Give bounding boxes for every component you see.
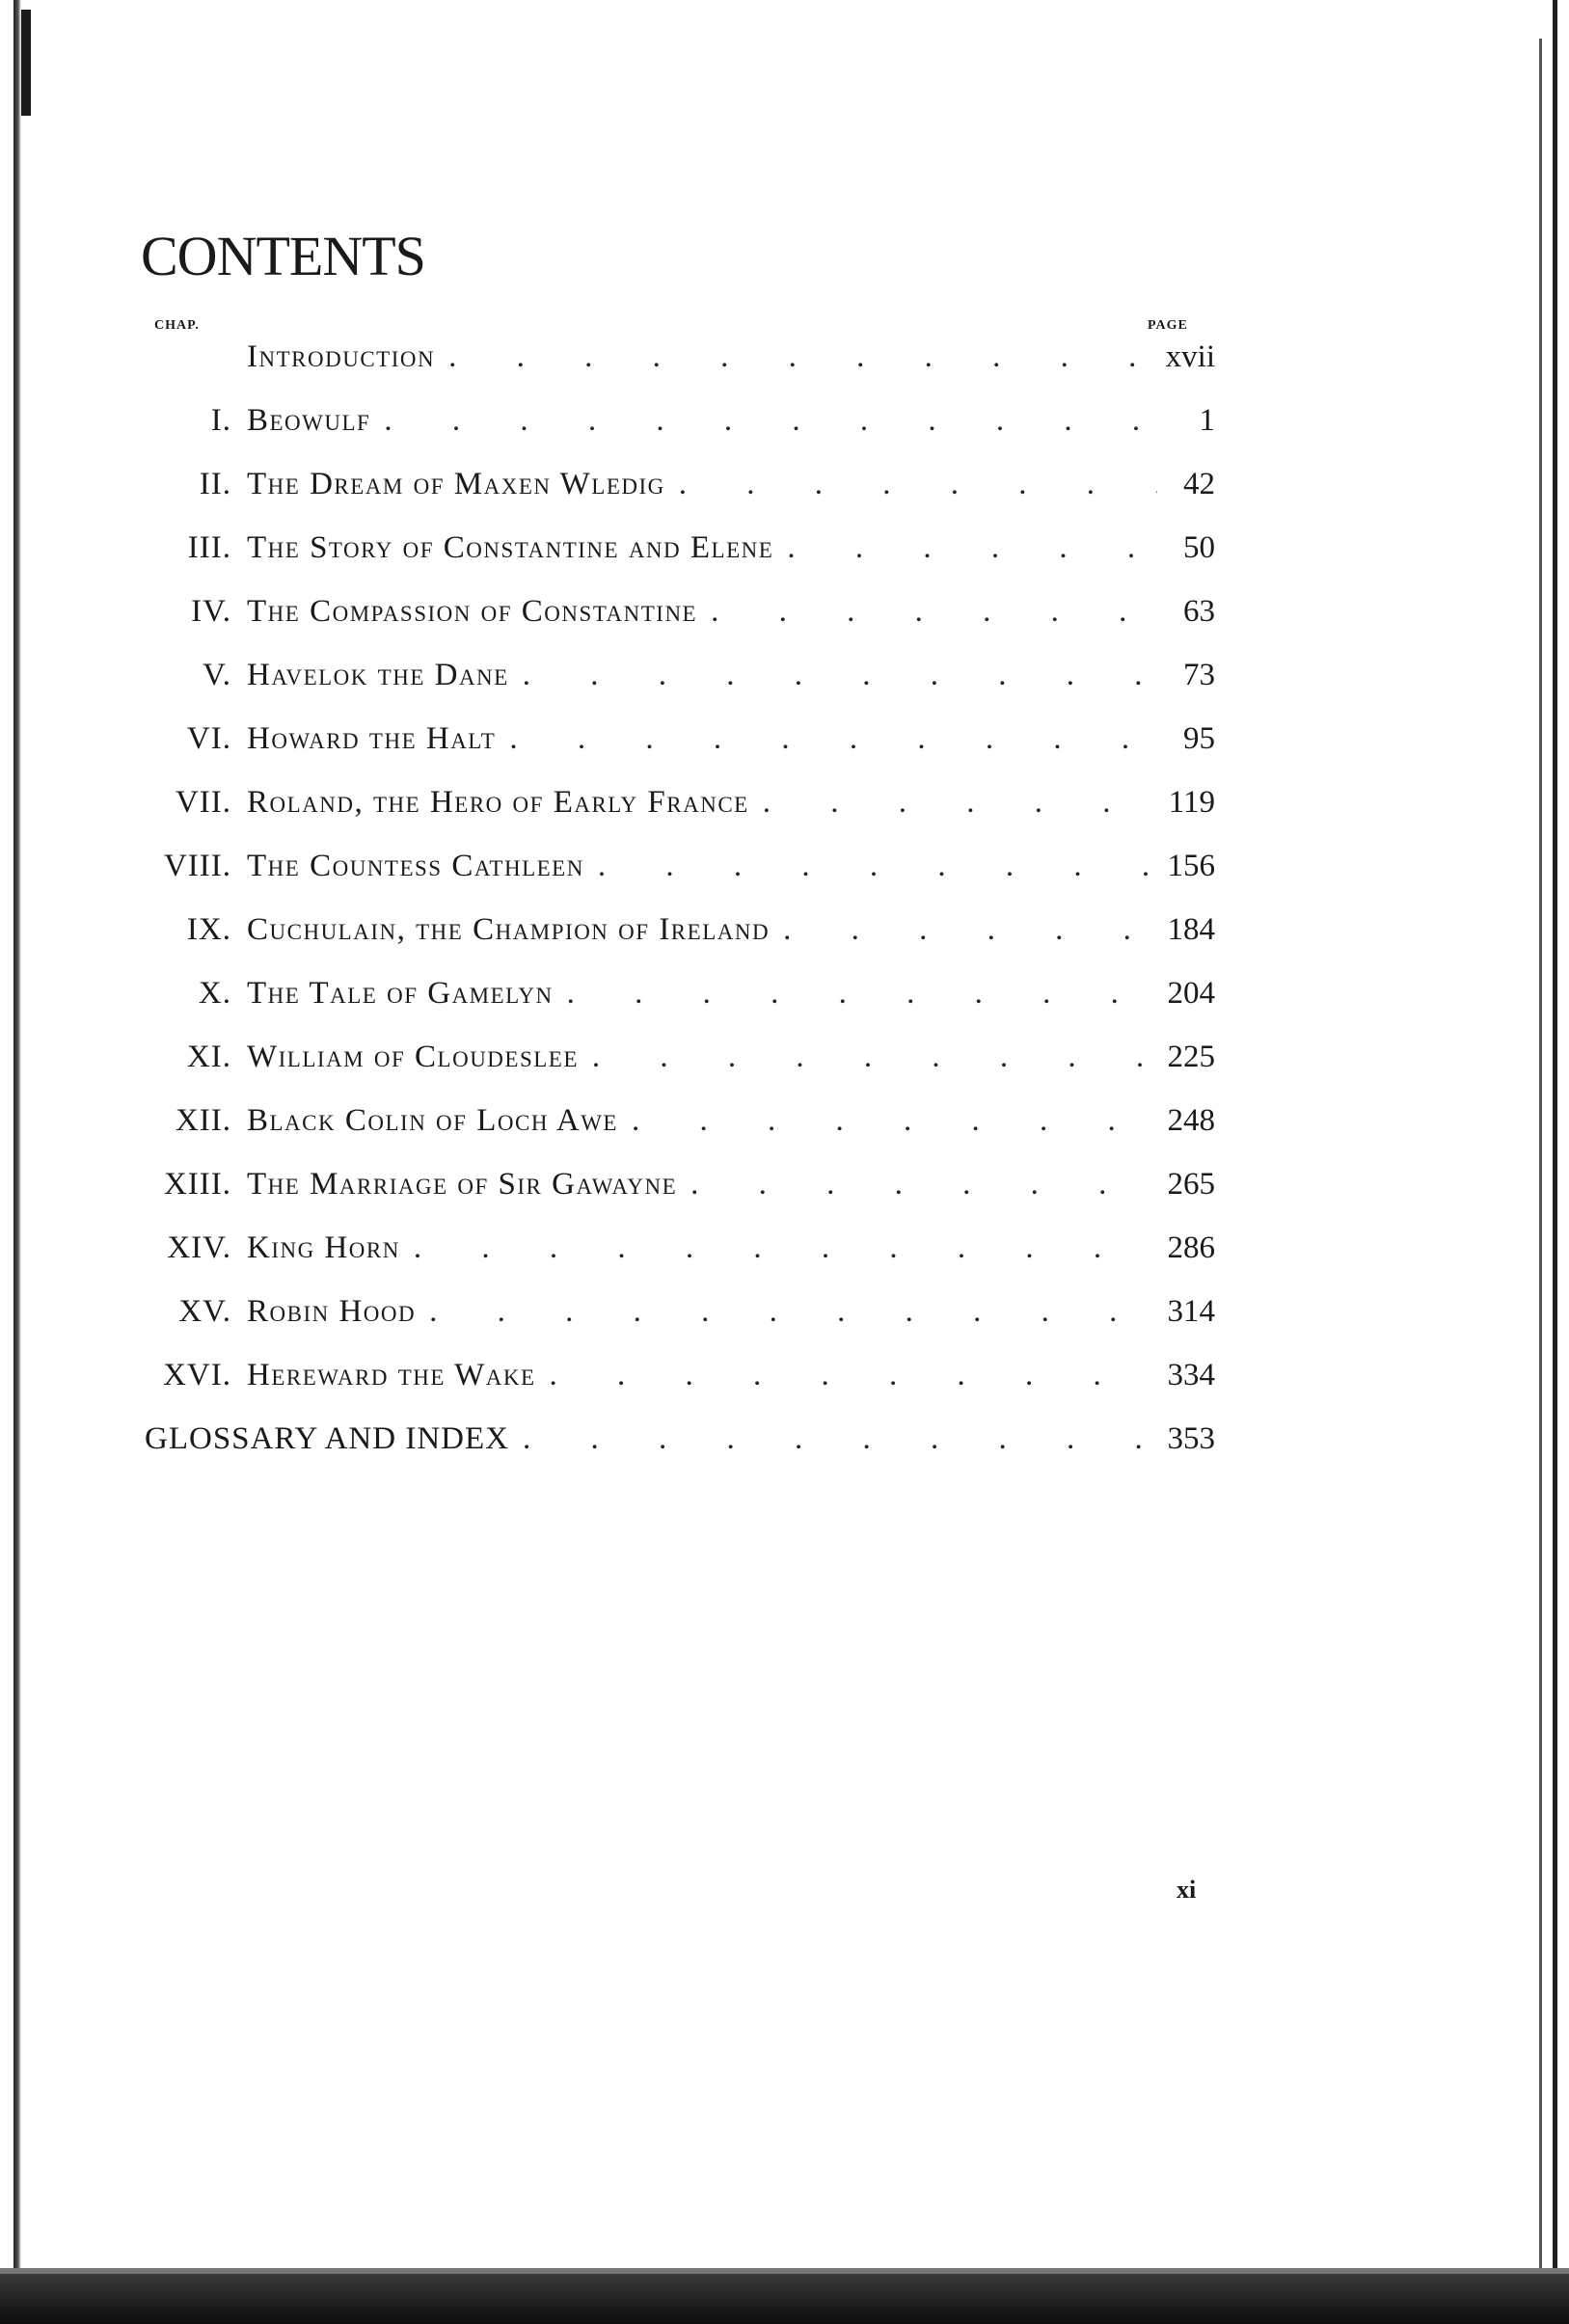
dot-leader — [400, 1230, 1157, 1266]
page-number: xvii — [1165, 339, 1215, 374]
chapter-title: Roland, the Hero of Early France — [247, 785, 749, 820]
page-number: 63 — [1183, 594, 1215, 629]
dot-leader — [697, 594, 1157, 630]
chapter-title: The Compassion of Constantine — [247, 594, 698, 629]
dot-leader — [509, 658, 1157, 693]
chapter-number: III. — [187, 530, 231, 565]
dot-leader — [770, 912, 1157, 948]
toc-entry — [145, 721, 1215, 785]
page-number: 1 — [1199, 403, 1215, 438]
chapter-number: IX. — [186, 912, 231, 947]
dot-leader — [677, 1167, 1157, 1203]
toc-entry — [145, 1294, 1215, 1358]
page-number: 156 — [1167, 849, 1215, 883]
bottom-page-edge — [0, 2274, 1569, 2324]
chapter-title: Beowulf — [247, 403, 371, 438]
page-number: 225 — [1167, 1040, 1215, 1074]
toc-entry — [145, 403, 1215, 467]
chapter-title: King Horn — [247, 1230, 400, 1265]
chapter-number: VIII. — [163, 849, 231, 883]
chapter-number: I. — [210, 403, 231, 438]
dot-leader — [554, 976, 1157, 1012]
dot-leader — [370, 403, 1157, 439]
glossary-title: GLOSSARY AND INDEX — [145, 1421, 509, 1456]
toc-entry — [145, 1040, 1215, 1103]
right-page-edge — [1553, 0, 1557, 2285]
left-page-edge-mark — [21, 10, 31, 116]
chapter-number: VII. — [175, 785, 231, 820]
chapter-number: VI. — [186, 721, 231, 756]
page-number: 42 — [1183, 467, 1215, 501]
chapter-column-label: CHAP. — [154, 318, 200, 333]
chapter-title: William of Cloudeslee — [247, 1040, 579, 1074]
chapter-number: XIV. — [167, 1230, 231, 1265]
chapter-number: XII. — [175, 1103, 231, 1138]
toc-entry — [145, 594, 1215, 658]
chapter-title: The Dream of Maxen Wledig — [247, 467, 665, 501]
chapter-title: Robin Hood — [247, 1294, 417, 1329]
left-page-edge — [14, 0, 21, 2276]
page-column-label: PAGE — [1148, 318, 1188, 333]
chapter-title: The Story of Constantine and Elene — [247, 530, 774, 565]
toc-entry — [145, 658, 1215, 721]
page-number: 204 — [1167, 976, 1215, 1011]
chapter-title: Howard the Halt — [247, 721, 497, 756]
dot-leader — [749, 785, 1157, 821]
dot-leader — [665, 467, 1157, 502]
chapter-title: The Countess Cathleen — [247, 849, 584, 883]
dot-leader — [618, 1103, 1157, 1139]
folio-page-number: xi — [1177, 1876, 1197, 1904]
toc-entry — [145, 1103, 1215, 1167]
dot-leader — [435, 339, 1157, 375]
page-number: 265 — [1167, 1167, 1215, 1202]
chapter-number: XVI. — [163, 1358, 231, 1392]
dot-leader — [579, 1040, 1157, 1075]
page-number: 314 — [1167, 1294, 1215, 1329]
chapter-title: Hereward the Wake — [247, 1358, 536, 1392]
dot-leader — [416, 1294, 1157, 1330]
page-number: 248 — [1167, 1103, 1215, 1138]
page-title: CONTENTS — [141, 225, 425, 287]
dot-leader — [773, 530, 1157, 566]
toc-entry — [145, 1358, 1215, 1421]
chapter-number: XIII. — [163, 1167, 231, 1202]
chapter-number: II. — [199, 467, 231, 501]
page-number: 353 — [1167, 1421, 1215, 1456]
page-number: 73 — [1183, 658, 1215, 692]
right-page-edge-inner — [1539, 39, 1542, 2276]
toc-entry — [145, 1167, 1215, 1230]
page-number: 119 — [1168, 785, 1215, 820]
table-of-contents — [145, 339, 1215, 1485]
toc-entry — [145, 467, 1215, 530]
page-number: 334 — [1167, 1358, 1215, 1392]
dot-leader — [536, 1358, 1157, 1393]
dot-leader — [496, 721, 1157, 757]
toc-entry — [145, 976, 1215, 1040]
chapter-number: X. — [198, 976, 231, 1011]
page-number: 286 — [1167, 1230, 1215, 1265]
chapter-title: Introduction — [247, 339, 436, 374]
chapter-number: V. — [203, 658, 231, 692]
dot-leader — [509, 1421, 1157, 1457]
chapter-number: XV. — [178, 1294, 231, 1329]
toc-entry — [145, 530, 1215, 594]
chapter-number: IV. — [191, 594, 231, 629]
page-number: 184 — [1167, 912, 1215, 947]
toc-entry — [145, 1230, 1215, 1294]
toc-entry — [145, 339, 1215, 403]
page-number: 50 — [1183, 530, 1215, 565]
toc-entry — [145, 912, 1215, 976]
chapter-title: Havelok the Dane — [247, 658, 509, 692]
chapter-title: The Marriage of Sir Gawayne — [247, 1167, 678, 1202]
dot-leader — [584, 849, 1157, 884]
chapter-number: XI. — [186, 1040, 231, 1074]
toc-entry — [145, 849, 1215, 912]
toc-entry — [145, 785, 1215, 849]
toc-entry-glossary — [145, 1421, 1215, 1485]
chapter-title: The Tale of Gamelyn — [247, 976, 554, 1011]
chapter-title: Black Colin of Loch Awe — [247, 1103, 618, 1138]
page-number: 95 — [1183, 721, 1215, 756]
chapter-title: Cuchulain, the Champion of Ireland — [247, 912, 771, 947]
